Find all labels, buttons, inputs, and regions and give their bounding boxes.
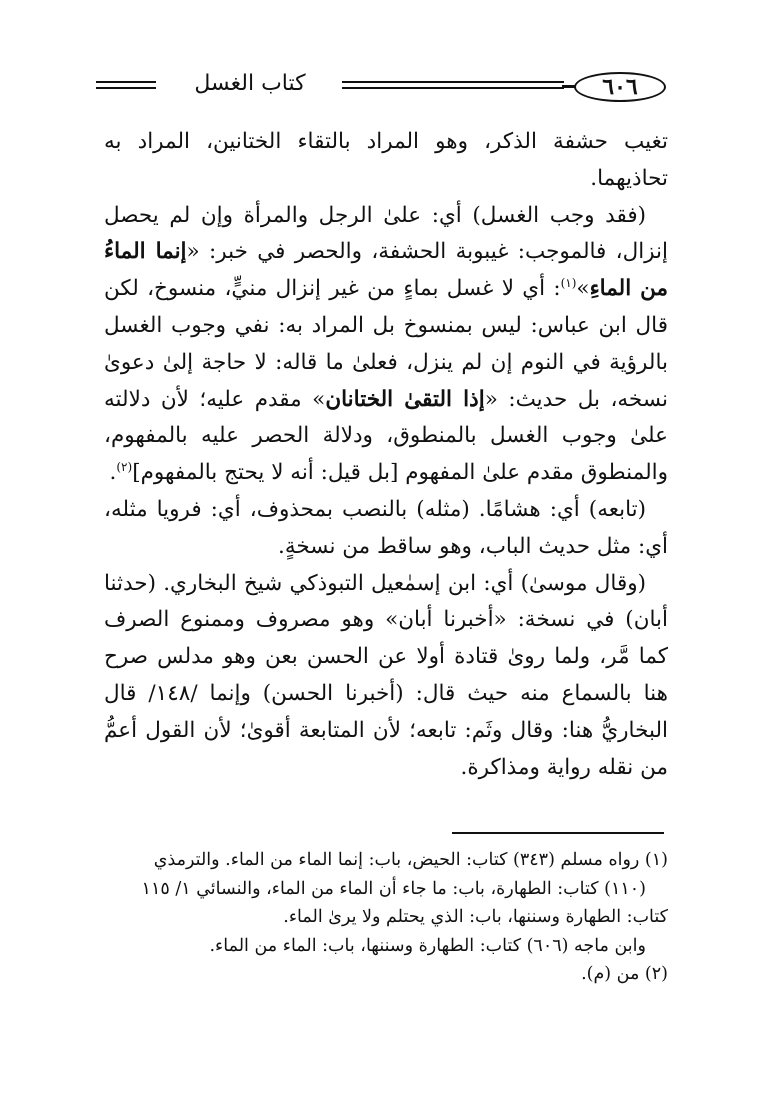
page-header xyxy=(96,68,666,104)
hadith-quote: إنما الماءُ من الماءِ xyxy=(104,239,668,302)
footnote-separator xyxy=(452,832,664,834)
footnotes xyxy=(104,846,668,989)
header-rule xyxy=(96,87,156,89)
header-rule xyxy=(342,87,564,89)
page-number: ٦٠٦ xyxy=(574,72,666,102)
footnote-ref[interactable]: (١) xyxy=(560,276,577,291)
paragraph: (فقد وجب الغسل) أي: علىٰ الرجل والمرأة وإن لم يحصل إنزال، فالموجب: غيبوبة الحشفة، والحصر في خبر: «إنما الماءُ من الماءِ»$^{(١)}$: أي لا غسل بماءٍ من غير إنزال منيٍّ، منسوخ، لكن قال ابن عباس: ليس بمنسوخ بل المراد به: نفي وجوب الغسل بالرؤية في النوم إن لم ينزل، فعلىٰ ما قاله: لا حاجة إلىٰ دعوىٰ نسخه، بل حديث: «إذا التقىٰ الختانان» مقدم عليه؛ لأن دلالته علىٰ وجوب الغسل بالمنطوق، ودلالة الحصر عليه بالمفهوم، والمنطوق مقدم علىٰ المفهوم [بل قيل: أنه لا يحتج بالمفهوم]$^{(٢)}$. xyxy=(104,202,668,486)
footnote-line: كتاب: الطهارة وسننها، باب: الذي يحتلم ولا يرىٰ الماء. xyxy=(283,907,668,927)
paragraph: (وقال موسىٰ) أي: ابن إسمٰعيل التبوذكي شيخ البخاري. (حدثنا أبان) في نسخة: «أخبرنا أبان» وهو مصروف وممنوع الصرف كما مَّر، ولما روىٰ قتادة أولا عن الحسن بعن وهو مدلس صرح هنا بالسماع منه حيث قال: (أخبرنا الحسن) وإنما /١٤٨/ قال البخاريُّ هنا: وقال وثَم: تابعه؛ لأن المتابعة أقوىٰ؛ لأن القول أعمُّ من نقله رواية ومذاكرة. xyxy=(104,570,668,780)
header-rule xyxy=(96,81,156,83)
running-title: كتاب الغسل xyxy=(194,71,306,96)
footnote-line: (١١٠) كتاب: الطهارة، باب: ما جاء أن الماء من الماء، والنسائي ١/ ١١٥ xyxy=(141,878,646,899)
paragraph: تغيب حشفة الذكر، وهو المراد بالتقاء الختانين، المراد به تحاذيهما. xyxy=(104,129,668,191)
paragraph: (تابعه) أي: هشامًا. (مثله) بالنصب بمحذوف، أي: فرويا مثله، أي: مثل حديث الباب، وهو ساقط من نسخةٍ. xyxy=(104,496,668,559)
footnote-line: وابن ماجه (٦٠٦) كتاب: الطهارة وسننها، باب: الماء من الماء. xyxy=(209,935,646,956)
footnote-line: (٢) من (م). xyxy=(581,964,668,984)
main-text xyxy=(104,124,668,786)
footnote-line: (١) رواه مسلم (٣٤٣) كتاب: الحيض، باب: إنما الماء من الماء. والترمذي xyxy=(153,850,668,870)
footnote-ref[interactable]: (٢) xyxy=(116,460,133,475)
header-rule xyxy=(342,81,564,83)
hadith-quote: إذا التقىٰ الختانان xyxy=(325,386,485,412)
